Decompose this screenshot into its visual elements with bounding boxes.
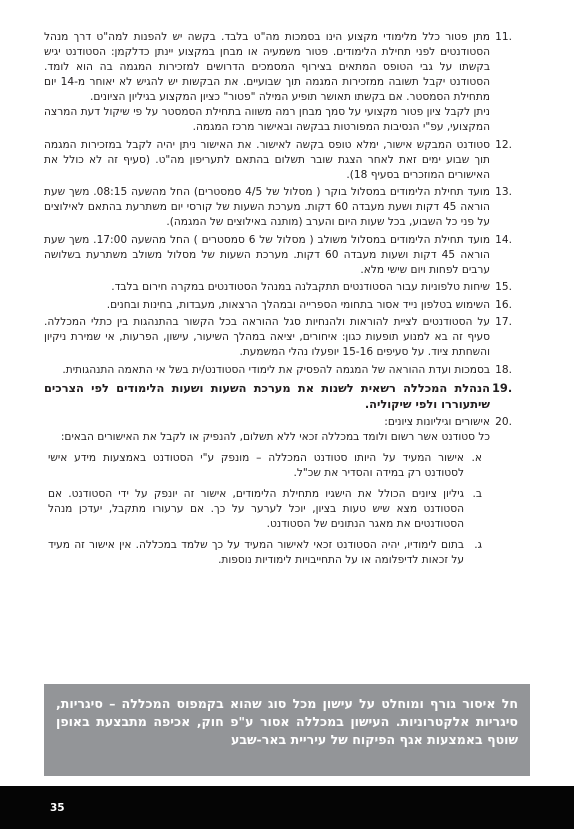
item-number: 18. [495, 363, 512, 376]
item-paragraph: מועד תחילת הלימודים במסלול משולב ( מסלול של 6 סמסטרים ) החל מהשעה 17:00. משך שעת הוראה 45 דקות ושעות מעבדה 60 דקות. מערכת השעות של מסלול משולב משתרעת בשלושה ערבים לפחות ויום שישי מלא. [44, 233, 491, 276]
item-number: 16. [495, 298, 512, 311]
regulation-item-19 [44, 380, 512, 413]
regulation-item-15 [44, 280, 512, 295]
item-paragraph: על הסטודנטים לציית להוראות ולהנחיות סגל ההוראה בכל הקשור בהתנהגות בין כתלי המכללה. סעיף זה בא למנוע תופעות כגון: איחורים, יציאה במהלך השיעור, עישון, הפרעות, אי שמירת ניקיון והשחתת ציוד. על סעיפים 15-16 יופעלו נהלי המשמעת. [44, 316, 490, 358]
sub-item-b [48, 487, 484, 532]
item-paragraph: סטודנט המבקש אישור, ימלא טופס בקשה לאישור. את האישור ניתן יהיה לקבל במזכירות המגמה תוך שבוע ימים זאת לאחר הצגת שובר תשלום בהתאם לתעריפון מה"ט. (סעיף זה לא כולל את האישורים המוזכרים בסעיף 18). [44, 138, 490, 181]
page-number: 35 [50, 802, 65, 814]
item-number: 19. [492, 381, 513, 395]
regulation-item-20 [44, 415, 512, 568]
item-paragraph: ניתן לקבל ציון פטור מקצועי על סמך מבחן רמה משווה בתחילת הסמסטר על פי שיקול דעת המרצה המקצועי, עפ"י הנסיבות המפורטות בבקשה ובאישור מרכז המגמה. [44, 106, 490, 133]
item-paragraph: שיחות טלפוניות עבור הסטודנטים תתקבלנה במנהל הסטודנטים במקרה חירום בלבד. [111, 281, 490, 293]
sub-item-text: גיליון ציונים הכולל את הישגיו מתחילת הלימודים, אישור זה יונפק על ידי הסטודנט. אם הסטודנט מצא שיש טעות בציון, יוכל לערער על כך. אם ערעורו מתקבל, יעדכן מנהל הסטודנטים את מאגר הנתונים של הסטודנט. [48, 488, 464, 531]
item-number: 11. [495, 31, 512, 43]
sub-item-c [48, 538, 484, 568]
regulation-item-12 [44, 138, 512, 183]
item-paragraph: כל סטודנט אשר רשום ולומד במכללה זכאי ללא תשלום, להנפיק או לקבל את האישורים הבאים: [60, 431, 490, 444]
item-number: 12. [495, 138, 512, 151]
item-number: 20. [495, 416, 512, 429]
regulation-item-13 [44, 185, 512, 230]
item-number: 15. [495, 281, 512, 293]
regulation-item-16 [44, 298, 512, 313]
item-paragraph: בסמכות ועדת ההוראה של המגמה להפסיק את לימודי הסטודנט/ית בשל אי התאמה התנהגותית. [62, 363, 490, 376]
item-number: 13. [495, 186, 512, 198]
sub-item-label: ג. [474, 539, 482, 552]
regulation-item-17 [44, 315, 512, 360]
sub-item-text: בתום לימודיו, יהיה הסטודנט זכאי לאישור המעיד על כך שלמד במכללה. אין אישור זה מעיד על זכאות לדיפלומה או על התחייבויות לימודיות נוספות. [48, 539, 464, 567]
banner-text: חל איסור גורף ומוחלט על עישון מכל סוג שהוא בקמפוס המכללה – סיגריות, סיגריות אלקטרוניות. העישון במכללה אסור ע"פ חוק, אכיפה מתבצעת באופן שוטף באמצעות אגף הפיקוח של עיריית באר-שבע [56, 696, 518, 747]
regulation-item-11 [44, 30, 512, 135]
sub-item-label: ב. [472, 488, 482, 501]
item-paragraph: מתן פטור כלל מלימודי מקצוע הינו בסמכות מה"ט בלבד. בקשה יש להפנות למה"ט דרך מנהל הסטודנטים לפני תחילת הלימודים. פטור משמעיה או מבחן במקצוע יינתן כדלקמן: הסטודנט יגיש בקשתו על גבי הטופס המתאים בצירוף המסמכים הדרושים למזכירות המגמה בה הוא לומד. הסטודנט יקבל תשובה ממזכירות המגמה תוך שבועיים. את הבקשות יש להגיש לא יאוחר מ-14 יום מתחילת הסמסטר. אם בקשתו תאושר תופיע המילה "פטור" כציון המקצוע בגיליון הציונים. [44, 31, 490, 103]
sub-item-label: א. [471, 452, 482, 465]
item-paragraph: השימוש בטלפון נייד אסור בתחומי הספרייה ובמהלך הרצאות, מעבדות, בחינות ובחנים. [106, 298, 490, 311]
item-paragraph: הנהלת המכללה רשאית לשנות את מערכת השעות ושעות הלימודים לפי הצרכים שיתעוררו ולפי שיקוליה. [44, 381, 490, 412]
regulations-document [44, 30, 512, 571]
item-heading: אישורים וגיליונות ציונים: [384, 416, 490, 429]
item-paragraph: מועד תחילת הלימודים במסלול בוקר ( מסלול של 4/5 סמסטרים) החל מהשעה 08:15. משך שעת הוראה 45 דקות ושעת מעבדה 60 דקות. מערכת השעות של קורסי יום משתרעת בהתאם לאילוצים על פני כל השבוע, בכל שעות היום והערב (מותנה באילוצים של המגמה). [44, 186, 490, 228]
item-number: 14. [495, 233, 512, 246]
page-footer [0, 786, 574, 829]
sub-item-a [48, 451, 484, 481]
regulation-item-14 [44, 233, 512, 278]
no-smoking-banner [44, 684, 530, 776]
regulation-item-18 [44, 363, 512, 378]
sub-item-text: אישור המעיד על היותו סטודנט המכללה – מונפק ע"י הסטודנט באמצעות מידע אישי לסטודנט רק במידה והסדיר את שכ"ל. [48, 452, 464, 480]
item-number: 17. [495, 316, 512, 328]
